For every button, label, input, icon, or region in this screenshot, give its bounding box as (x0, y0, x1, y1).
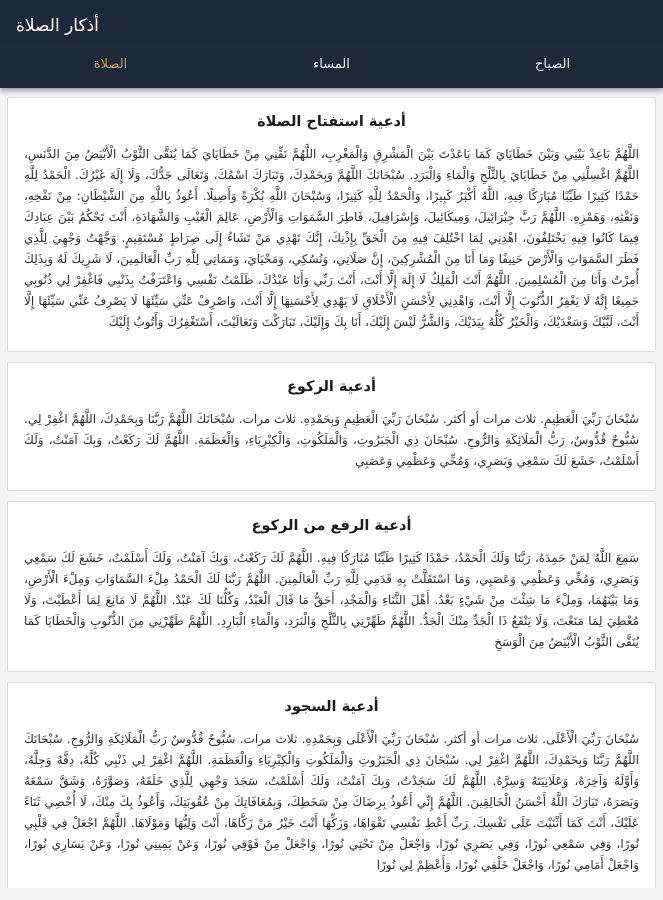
section-card-opening (7, 97, 656, 352)
section-card-rising-from-rukoo (7, 501, 656, 672)
section-card-sujood (7, 682, 656, 888)
section-card-rukoo (7, 362, 656, 491)
section-text-opening: اللَّهُمَّ بَاعِدْ بَيْنِي وَبَيْنَ خَطَايَايَ كَمَا بَاعَدْتَ بَيْنَ الْمَشْرِقِ وَالْمَغْرِبِ، اللَّهُمَّ نَقِّنِي مِنْ خَطَايَايَ كَمَا يُنَقَّى الثَّوْبُ الْأَبْيَضُ مِنَ الدَّنَسِ، اللَّهُمَّ اغْسِلْنِي مِنْ خَطَايَايَ بِالثَّلْجِ وَالْمَاءِ وَالْبَرَدِ. سُبْحَانَكَ اللَّهُمَّ وَبِحَمْدِكَ، وَتَبَارَكَ اسْمُكَ، وَتَعَالَى جَدُّكَ، وَلَا إِلَهَ غَيْرُكَ. الْحَمْدُ لِلَّهِ حَمْدًا كَثِيرًا طَيِّبًا مُبَارَكًا فِيهِ، اللَّهُ أَكْبَرُ كَبِيرًا، وَالْحَمْدُ لِلَّهِ كَثِيرًا، وَسُبْحَانَ اللَّهِ بُكْرَةً وَأَصِيلًا. أَعُوذُ بِاللَّهِ مِنَ الشَّيْطَانِ: مِنْ نَفْخِهِ، وَنَفْثِهِ، وَهَمْزِهِ. اللَّهُمَّ رَبَّ جِبْرَائِيلَ، وَمِيكَائِيلَ، وَإِسْرَافِيلَ، فَاطِرَ السَّمَوَاتِ وَالْأَرْضِ، عَالِمَ الْغَيْبِ وَالشَّهَادَةِ، أَنْتَ تَحْكُمُ بَيْنَ عِبَادِكَ فِيمَا كَانُوا فِيهِ يَخْتَلِفُونَ، اهْدِنِي لِمَا اخْتُلِفَ فِيهِ مِنَ الْحَقِّ بِإِذْنِكَ، إِنَّكَ تَهْدِي مَنْ تَشَاءُ إِلَى صِرَاطٍ مُسْتَقِيمٍ. وَجَّهْتُ وَجْهِيَ لِلَّذِي فَطَرَ السَّمَوَاتِ وَالْأَرْضَ حَنِيفًا وَمَا أَنَا مِنَ الْمُشْرِكِينَ، إِنَّ صَلَاتِي، وَنُسُكِي، وَمَحْيَايَ، وَمَمَاتِي لِلَّهِ رَبِّ الْعَالَمِينَ، لَا شَرِيكَ لَهُ وَبِذَلِكَ أُمِرْتُ وَأَنَا مِنَ الْمُسْلِمِينَ. اللَّهُمَّ أَنْتَ الْمَلِكُ لَا إِلَهَ إِلَّا أَنْتَ، أَنْتَ رَبِّي وَأَنَا عَبْدُكَ، ظَلَمْتُ نَفْسِي وَاعْتَرَفْتُ بِذَنْبِي فَاغْفِرْ لِي ذُنُوبِي جَمِيعًا إِنَّهُ لَا يَغْفِرُ الذُّنُوبَ إِلَّا أَنْتَ، وَاهْدِنِي لِأَحْسَنِ الْأَخْلَاقِ لَا يَهْدِي لِأَحْسَنِهَا إِلَّا أَنْتَ، وَاصْرِفْ عَنِّي سَيِّئَهَا لَا يَصْرِفُ عَنِّي سَيِّئَهَا إِلَّا أَنْتَ، لَبَّيْكَ وَسَعْدَيْكَ، وَالْخَيْرُ كُلُّهُ بِيَدَيْكَ، وَالشَّرُّ لَيْسَ إِلَيْكَ، أَنَا بِكَ وَإِلَيْكَ، تَبَارَكْتَ وَتَعَالَيْتَ، أَسْتَغْفِرُكَ وَأَتُوبُ إِلَيْكَ (24, 147, 639, 329)
section-title-opening: أدعية استفتاح الصلاة (257, 114, 406, 130)
section-text-rising-from-rukoo: سَمِعَ اللَّهُ لِمَنْ حَمِدَهُ، رَبَّنَا وَلَكَ الْحَمْدُ، حَمْدًا كَثِيرًا طَيِّبًا مُبَارَكًا فِيهِ. اللَّهُمَّ لَكَ رَكَعْتُ، وَبِكَ آمَنْتُ، وَلَكَ أَسْلَمْتُ، خَشَعَ لَكَ سَمْعِي وَبَصَرِي، وَمُخِّي وَعَظْمِي وَعَصَبِي، وَمَا اسْتَقَلَّتْ بِهِ قَدَمِي لِلَّهِ رَبِّ الْعَالَمِينَ. اللَّهُمَّ رَبَّنَا لَكَ الْحَمْدُ مِلْءَ السَّمَاوَاتِ وَمِلْءَ الْأَرْضِ، وَمَا بَيْنَهُمَا، وَمِلْءَ مَا شِئْتَ مِنْ شَيْءٍ بَعْدُ. أَهْلَ الثَّنَاءِ وَالْمَجْدِ، أَحَقُّ مَا قَالَ الْعَبْدُ، وَكُلُّنَا لَكَ عَبْدٌ. اللَّهُمَّ لَا مَانِعَ لِمَا أَعْطَيْتَ، وَلَا مُعْطِيَ لِمَا مَنَعْتَ، وَلَا يَنْفَعُ ذَا الْجَدِّ مِنْكَ الْجَدُّ. اللَّهُمَّ طَهِّرْنِي بِالثَّلْجِ وَالْبَرَدِ، وَالْمَاءِ الْبَارِدِ. اللَّهُمَّ طَهِّرْنِي مِنَ الذُّنُوبِ وَالْخَطَايَا كَمَا يُنَقَّى الثَّوْبُ الْأَبْيَضُ مِنَ الْوَسَخِ (24, 551, 639, 649)
tab-bar (0, 42, 663, 88)
page-title: أذكار الصلاة (16, 16, 99, 36)
section-title-rukoo: أدعية الركوع (287, 379, 376, 395)
section-text-sujood: سُبْحَانَ رَبِّيَ الْأَعْلَى. ثلاث مرات أو أكثر. سُبْحَانَ رَبِّيَ الْأَعْلَى وَبِحَمْدِهِ. ثلاث مرات. سُبُّوحٌ قُدُّوسٌ رَبُّ الْمَلَائِكَةِ وَالرُّوحِ. سُبْحَانَكَ اللَّهُمَّ رَبَّنَا وَبِحَمْدِكَ، اللَّهُمَّ اغْفِرْ لِي. سُبْحَانَ ذِي الْجَبَرُوتِ وَالْمَلَكُوتِ وَالْكِبْرِيَاءِ وَالْعَظَمَةِ. اللَّهُمَّ اغْفِرْ لِي ذَنْبِي كُلَّهُ، دِقَّهُ وَجِلَّهُ، وَأَوَّلَهُ وَآخِرَهُ، وَعَلَانِيَتَهُ وَسِرَّهُ. اللَّهُمَّ لَكَ سَجَدْتُ، وَبِكَ آمَنْتُ، وَلَكَ أَسْلَمْتُ، سَجَدَ وَجْهِي لِلَّذِي خَلَقَهُ، وَصَوَّرَهُ، وَشَقَّ سَمْعَهُ وَبَصَرَهُ، تَبَارَكَ اللَّهُ أَحْسَنُ الْخَالِقِينَ. اللَّهُمَّ إِنِّي أَعُوذُ بِرِضَاكَ مِنْ سَخَطِكَ، وَبِمُعَافَاتِكَ مِنْ عُقُوبَتِكَ، وَأَعُوذُ بِكَ مِنْكَ، لَا أُحْصِي ثَنَاءً عَلَيْكَ، أَنْتَ كَمَا أَثْنَيْتَ عَلَى نَفْسِكَ. رَبِّ أَعْطِ نَفْسِي تَقْوَاهَا، وَزَكِّهَا أَنْتَ خَيْرُ مَنْ زَكَّاهَا، أَنْتَ وَلِيُّهَا وَمَوْلَاهَا. اللَّهُمَّ اجْعَلْ فِي قَلْبِي نُورًا، وَفِي سَمْعِي نُورًا، وَفِي بَصَرِي نُورًا، وَاجْعَلْ مِنْ تَحْتِي نُورًا، وَاجْعَلْ مِنْ فَوْقِي نُورًا، وَعَنْ يَمِينِي نُورًا، وَعَنْ يَسَارِي نُورًا، وَاجْعَلْ أَمَامِي نُورًا، وَاجْعَلْ خَلْفِي نُورًا، وَأَعْظِمْ لِي نُورًا (24, 732, 639, 872)
section-text-rukoo: سُبْحَانَ رَبِّيَ الْعَظِيمِ. ثلاث مرات أو أكثر. سُبْحَانَ رَبِّيَ الْعَظِيمِ وَبِحَمْدِهِ. ثلاث مرات. سُبْحَانَكَ اللَّهُمَّ رَبَّنَا وَبِحَمْدِكَ، اللَّهُمَّ اغْفِرْ لِي. سُبُّوحٌ قُدُّوسٌ، رَبُّ الْمَلَائِكَةِ وَالرُّوحِ. سُبْحَانَ ذِي الْجَبَرُوتِ، وَالْمَلَكُوتِ، وَالْكِبْرِيَاءِ، وَالْعَظَمَةِ. اللَّهُمَّ لَكَ رَكَعْتُ، وَبِكَ آمَنْتُ، وَلَكَ أَسْلَمْتُ، خَشَعَ لَكَ سَمْعِي وَبَصَرِي، وَمُخِّي وَعَظْمِي وَعَصَبِي (24, 412, 639, 468)
app-header (0, 0, 663, 42)
section-title-rising-from-rukoo: أدعية الرفع من الركوع (251, 518, 412, 534)
section-title-sujood: أدعية السجود (284, 699, 379, 715)
tab-prayer[interactable]: الصلاة (93, 57, 128, 72)
tab-morning[interactable]: الصباح (534, 57, 571, 72)
tab-evening[interactable]: المساء (313, 57, 350, 72)
adhkar-scroll-area[interactable] (0, 88, 663, 888)
